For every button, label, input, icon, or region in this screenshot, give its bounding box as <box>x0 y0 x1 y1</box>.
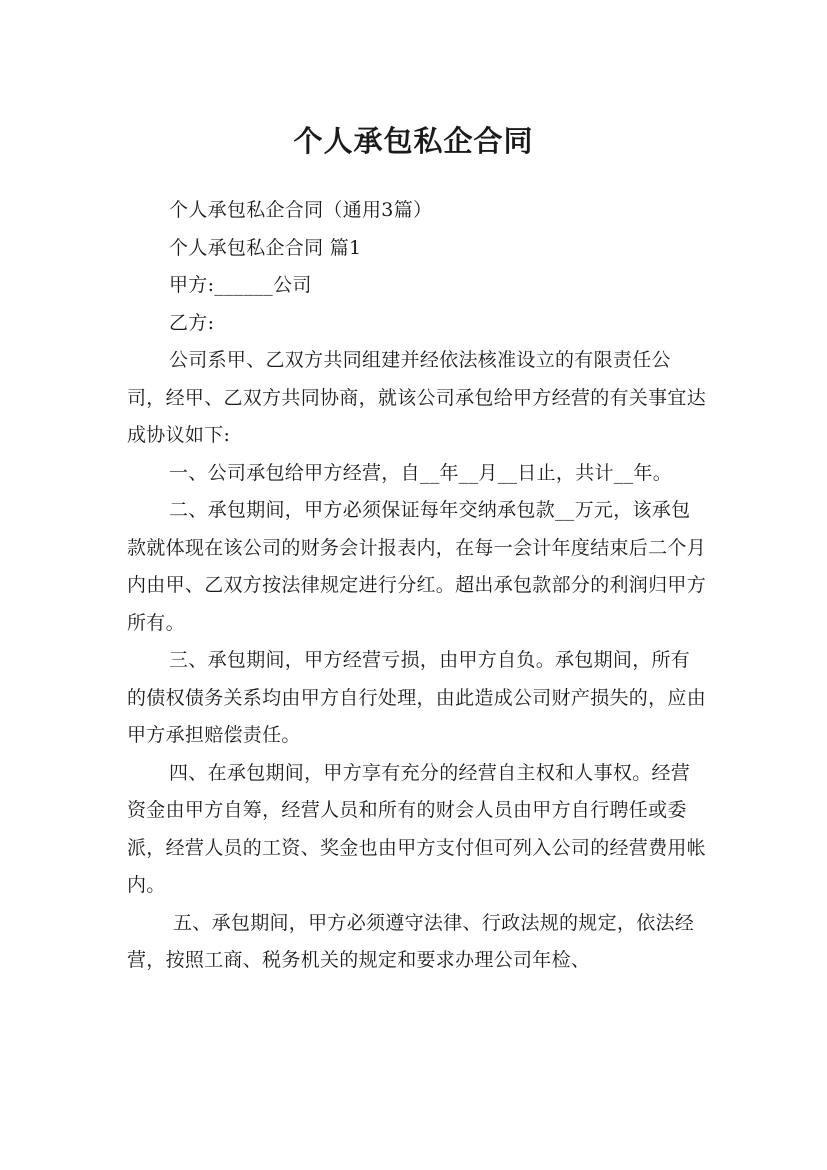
paragraph-subtitle: 个人承包私企合同（通用3篇） <box>169 199 433 221</box>
document-title: 个人承包私企合同 <box>293 124 534 159</box>
paragraph-clause-4: 四、在承包期间，甲方享有充分的经营自主权和人事权。经营资金由甲方自筹，经营人员和所有的财会人员由甲方自行聘任或委派，经营人员的工资、奖金也由甲方支付但可列入公司的经营费用帐内。 <box>127 761 707 896</box>
paragraph-clause-2: 二、承包期间，甲方必须保证每年交纳承包款__万元，该承包款就体现在该公司的财务会计报表内，在每一会计年度结束后二个月内由甲、乙双方按法律规定进行分红。超出承包款部分的利润归甲方所有。 <box>127 499 707 634</box>
paragraph-section-heading: 个人承包私企合同 篇1 <box>169 236 362 259</box>
paragraph-clause-3: 三、承包期间，甲方经营亏损，由甲方自负。承包期间，所有的债权债务关系均由甲方自行处理，由此造成公司财产损失的，应由甲方承担赔偿责任。 <box>127 649 707 746</box>
paragraph-clause-1: 一、公司承包给甲方经营，自__年__月__日止，共计__年。 <box>169 461 673 484</box>
paragraph-preamble: 公司系甲、乙双方共同组建并经依法核准设立的有限责任公司，经甲、乙双方共同协商，就该公司承包给甲方经营的有关事宜达成协议如下: <box>127 349 707 446</box>
paragraph-clause-5: 五、承包期间，甲方必须遵守法律、行政法规的规定，依法经营，按照工商、税务机关的规定和要求办理公司年检、 <box>127 911 695 971</box>
paragraph-party-b: 乙方: <box>169 311 215 334</box>
paragraph-party-a: 甲方:______公司 <box>169 274 312 296</box>
document-body <box>127 192 707 980</box>
